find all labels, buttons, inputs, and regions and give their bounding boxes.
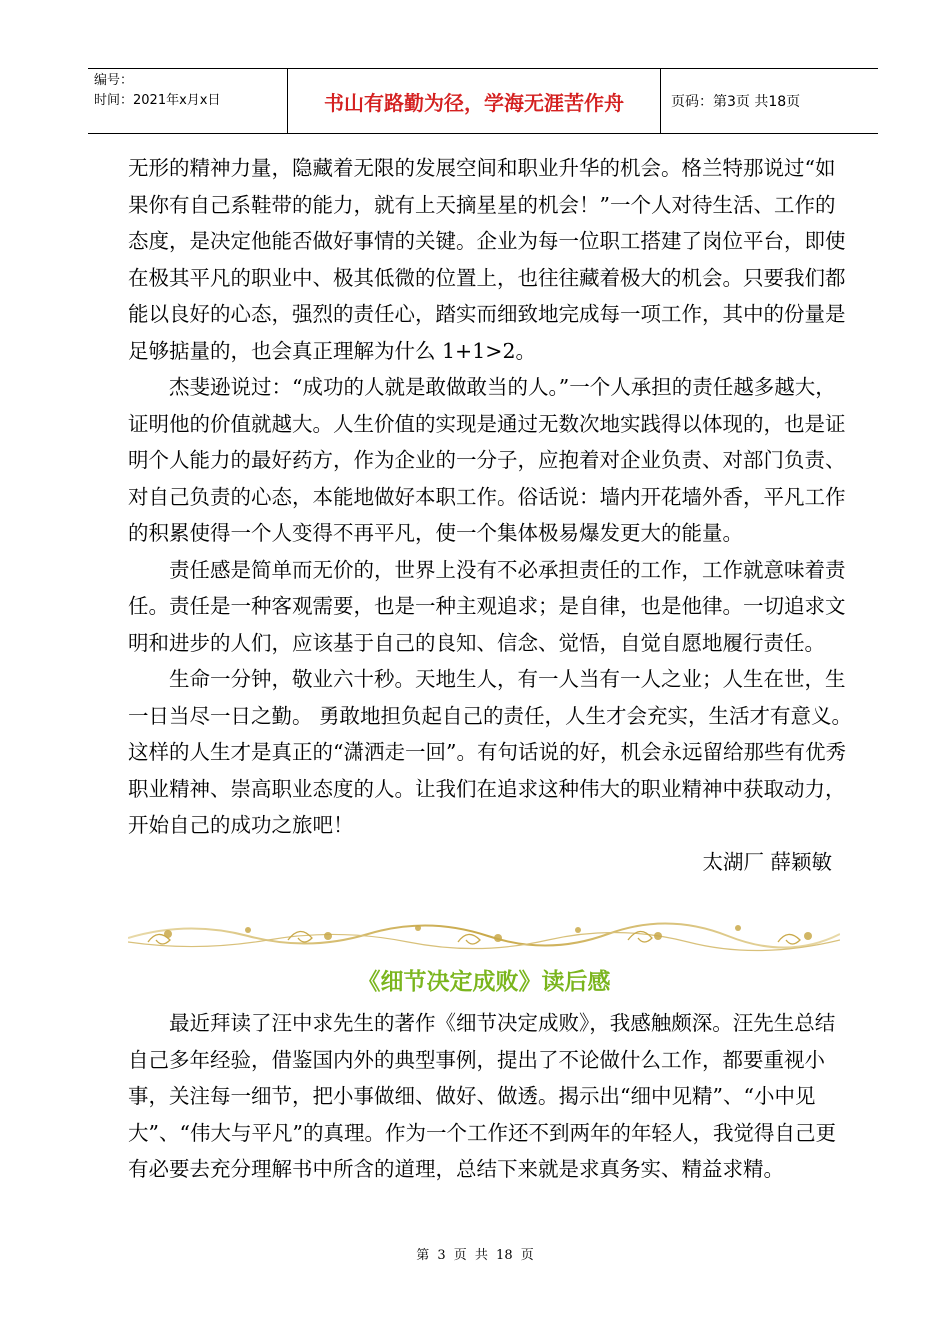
paragraph: 无形的精神力量，隐藏着无限的发展空间和职业升华的机会。格兰特那说过“如果你有自己系鞋带的能力，就有上天摘星星的机会！”一个人对待生活、工作的态度，是决定他能否做好事情的关键。企业为每一位职工搭建了岗位平台，即使在极其平凡的职业中、极其低微的位置上，也往往藏着极大的机会。只要我们都能以良好的心态，强烈的责任心，踏实而细致地完成每一项工作，其中的份量是足够掂量的，也会真正理解为什么 1+1>2。 — [128, 156, 846, 363]
paragraph: 生命一分钟，敬业六十秒。天地生人，有一人当有一人之业；人生在世，生一日当尽一日之勤。 勇敢地担负起自己的责任，人生才会充实，生活才有意义。这样的人生才是真正的“潇洒走一回”。有句话说的好，机会永远留给那些有优秀职业精神、崇高职业态度的人。让我们在追求这种伟大的职业精神中获取动力，开始自己的成功之旅吧！ — [128, 667, 853, 837]
header-meta — [88, 69, 288, 133]
page-header — [88, 68, 878, 134]
paragraph: 责任感是简单而无价的，世界上没有不必承担责任的工作，工作就意味着责任。责任是一种客观需要，也是一种主观追求；是自律，也是他律。一切追求文明和进步的人们，应该基于自己的良知、信念、觉悟，自觉自愿地履行责任。 — [128, 557, 846, 655]
author-signature: 太湖厂 薛颖敏 — [702, 849, 832, 874]
page-footer: 第 3 页 共 18 页 — [416, 1248, 534, 1263]
doc-number-label: 编号： — [94, 73, 134, 88]
paragraph: 杰斐逊说过：“成功的人就是敢做敢当的人。”一个人承担的责任越多越大，证明他的价值就越大。人生价值的实现是通过无数次地实践得以体现的，也是证明个人能力的最好药方，作为企业的一分子，应抱着对企业负责、对部门负责、对自己负责的心态，本能地做好本职工作。俗话说：墙内开花墙外香，平凡工作的积累使得一个人变得不再平凡，使一个集体极易爆发更大的能量。 — [128, 375, 846, 545]
article-2-body — [128, 1005, 852, 1188]
article-2-title: 《细节决定成败》读后感 — [357, 969, 611, 995]
floral-divider-icon — [128, 912, 840, 954]
header-motto: 书山有路勤为径，学海无涯苦作舟 — [288, 69, 661, 133]
header-page-info: 页码：第3页 共18页 — [671, 94, 801, 110]
paragraph: 最近拜读了汪中求先生的著作《细节决定成败》，我感触颇深。汪先生总结自己多年经验，借鉴国内外的典型事例，提出了不论做什么工作，都要重视小事，关注每一细节，把小事做细、做好、做透。揭示出“细中见精”、“小中见大”、“伟大与平凡”的真理。作为一个工作还不到两年的年轻人，我觉得自己更有必要去充分理解书中所含的道理，总结下来就是求真务实、精益求精。 — [128, 1011, 836, 1181]
article-1-body — [128, 150, 852, 880]
doc-time-label: 时间：2021年x月x日 — [94, 93, 221, 108]
